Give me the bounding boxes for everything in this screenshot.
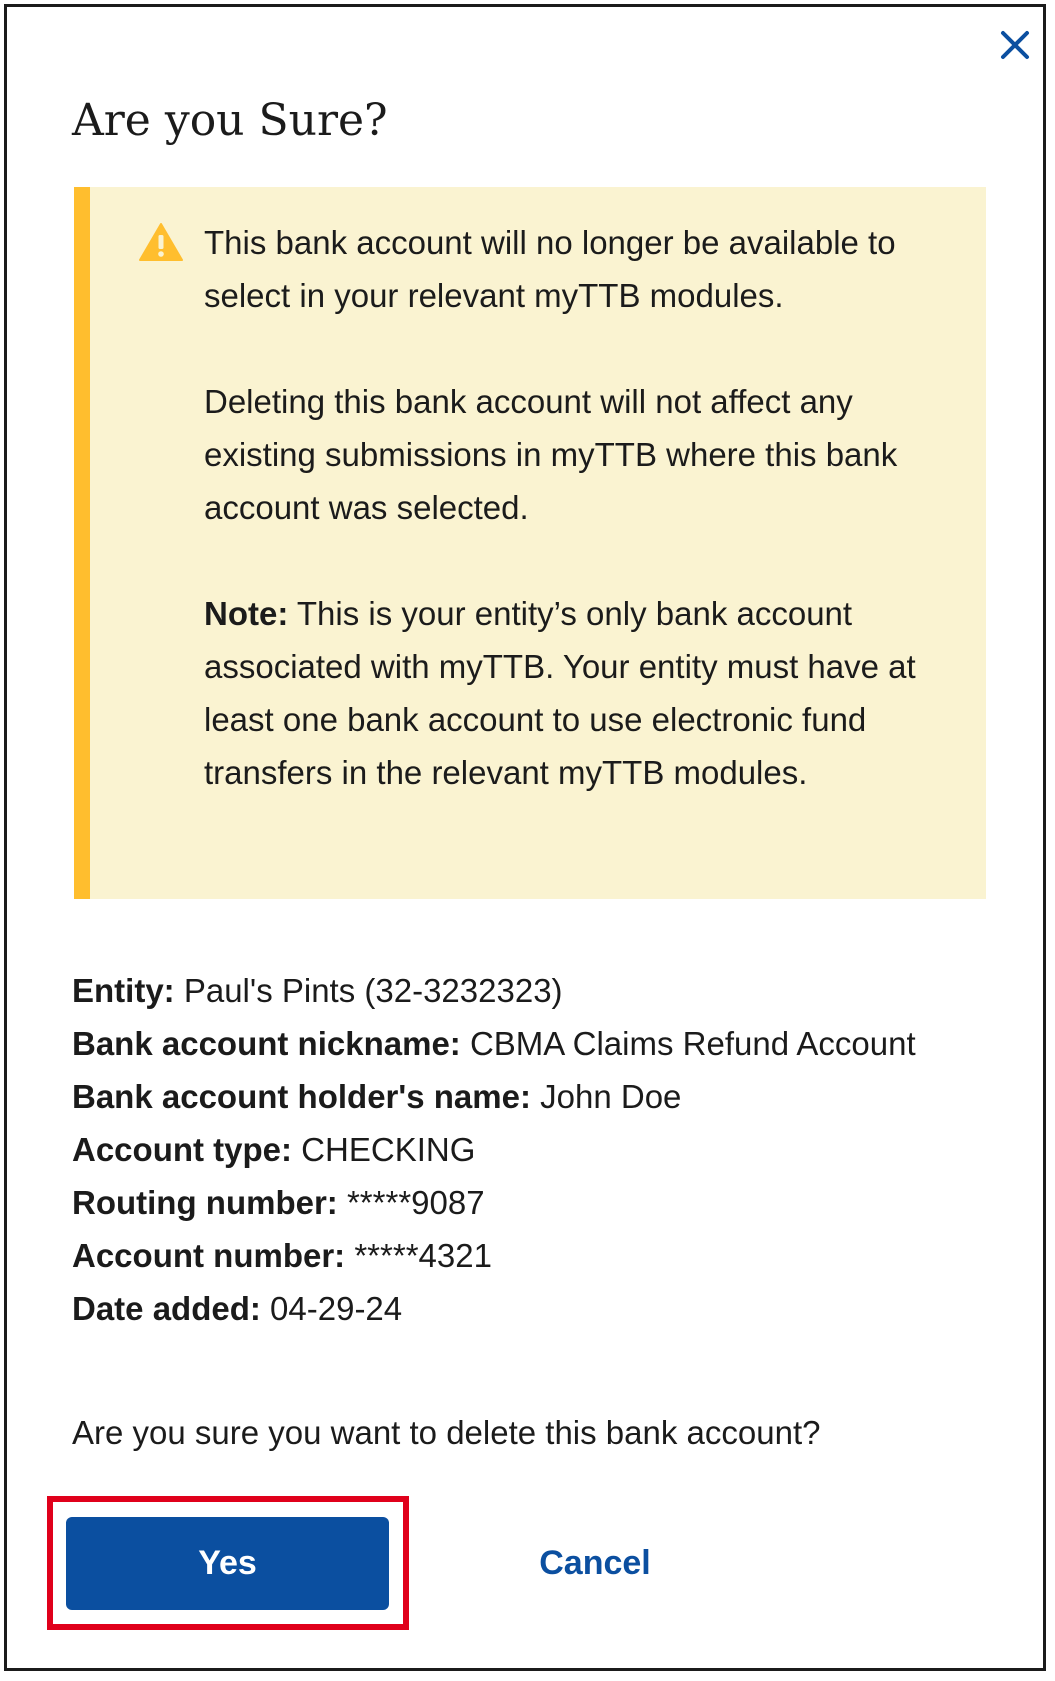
dialog-title: Are you Sure? bbox=[72, 95, 388, 146]
detail-value: Paul's Pints (32-3232323) bbox=[174, 972, 563, 1009]
cancel-button[interactable]: Cancel bbox=[500, 1517, 690, 1610]
note-text: This is your entity’s only bank account associated with myTTB. Your entity must have at least one bank account to use electronic fund transfers in the relevant myTTB modules. bbox=[204, 595, 916, 791]
yes-button[interactable]: Yes bbox=[66, 1517, 389, 1610]
detail-value: *****9087 bbox=[337, 1184, 485, 1221]
alert-body bbox=[204, 216, 924, 799]
detail-routing-number bbox=[72, 1176, 992, 1229]
warning-icon bbox=[138, 222, 184, 262]
detail-label: Account number: bbox=[72, 1237, 346, 1274]
detail-label: Account type: bbox=[72, 1131, 293, 1168]
detail-entity bbox=[72, 964, 992, 1017]
detail-account-type bbox=[72, 1123, 992, 1176]
note-label: Note: bbox=[204, 595, 289, 632]
detail-value: John Doe bbox=[530, 1078, 682, 1115]
detail-account-number bbox=[72, 1229, 992, 1282]
detail-date-added bbox=[72, 1282, 992, 1335]
detail-label: Entity: bbox=[72, 972, 175, 1009]
detail-value: CHECKING bbox=[292, 1131, 476, 1168]
bank-account-details bbox=[72, 964, 992, 1335]
detail-label: Bank account holder's name: bbox=[72, 1078, 531, 1115]
alert-paragraph-submissions: Deleting this bank account will not affect any existing submissions in myTTB where this bank account was selected. bbox=[204, 383, 898, 526]
confirmation-question: Are you sure you want to delete this bank account? bbox=[72, 1414, 821, 1451]
alert-paragraph-availability: This bank account will no longer be available to select in your relevant myTTB modules. bbox=[204, 224, 896, 314]
detail-label: Routing number: bbox=[72, 1184, 338, 1221]
detail-label: Bank account nickname: bbox=[72, 1025, 461, 1062]
alert-note bbox=[204, 587, 924, 799]
close-icon bbox=[996, 26, 1034, 64]
detail-value: *****4321 bbox=[345, 1237, 492, 1274]
detail-nickname bbox=[72, 1017, 992, 1070]
detail-label: Date added: bbox=[72, 1290, 261, 1327]
detail-value: CBMA Claims Refund Account bbox=[460, 1025, 916, 1062]
detail-holder-name bbox=[72, 1070, 992, 1123]
detail-value: 04-29-24 bbox=[260, 1290, 403, 1327]
close-button[interactable] bbox=[996, 26, 1034, 64]
